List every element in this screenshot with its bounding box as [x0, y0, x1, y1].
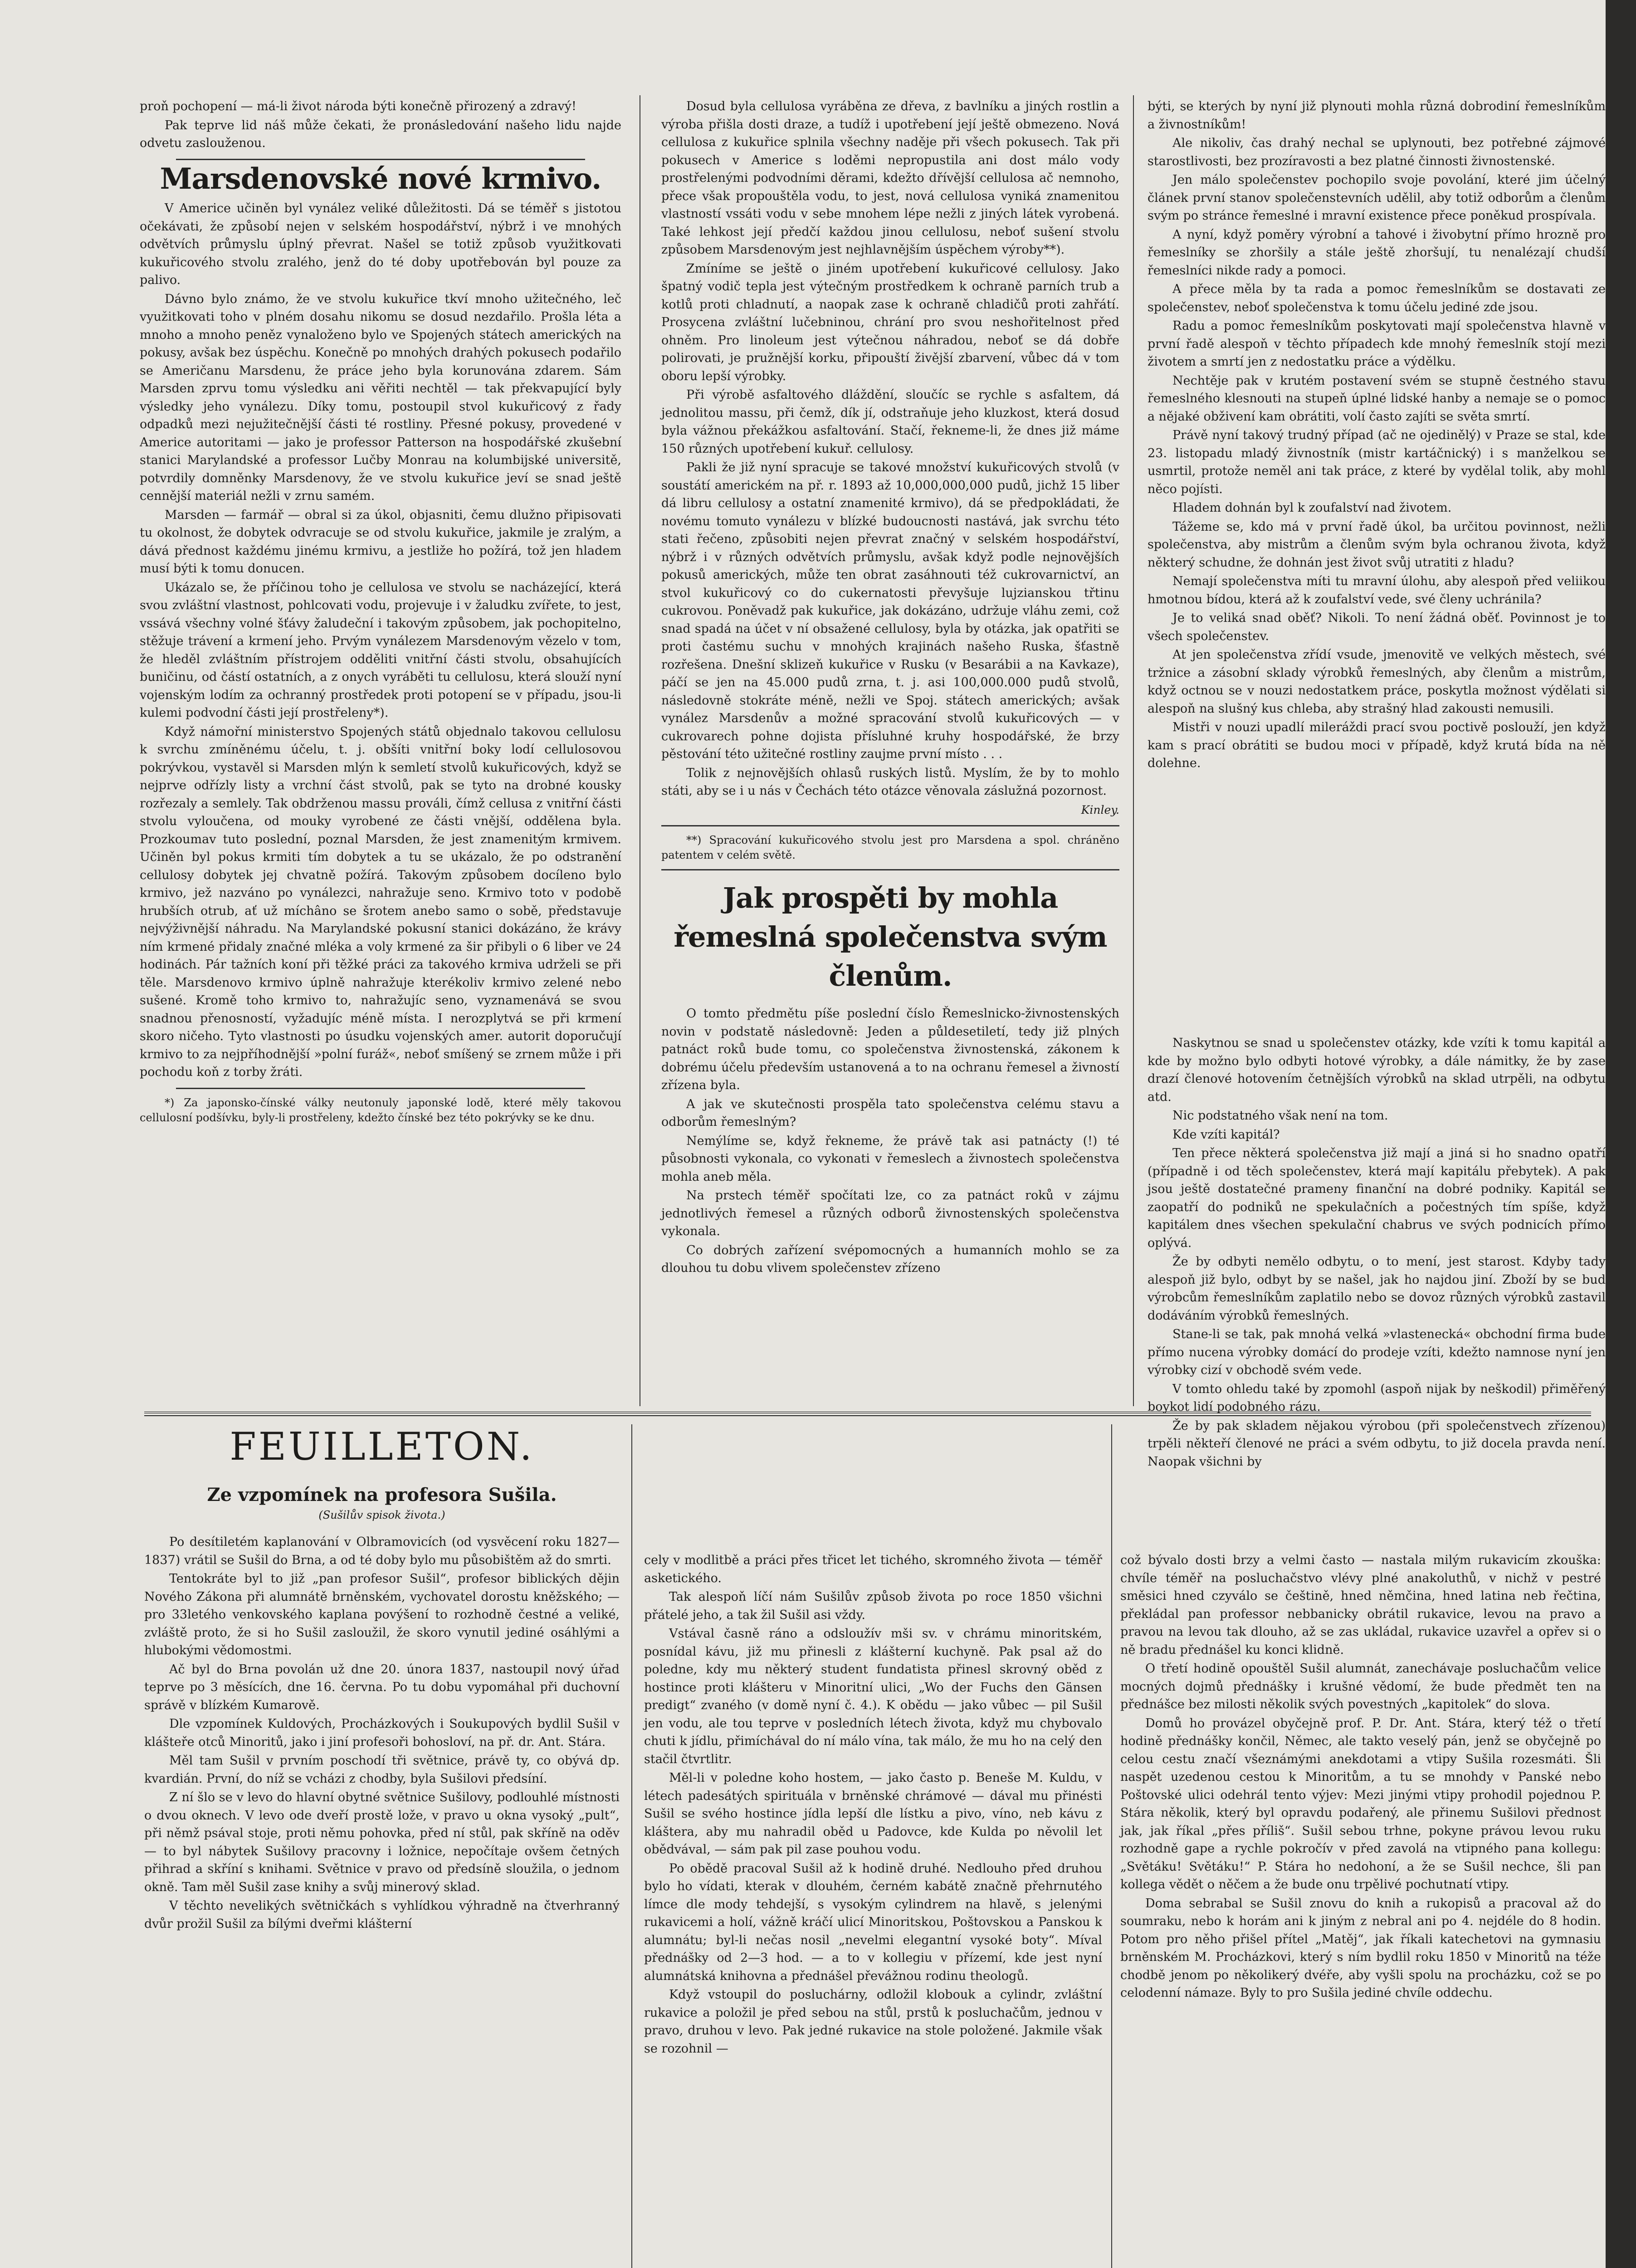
divider [176, 1088, 585, 1089]
feuilleton-column-1 [144, 1533, 620, 2268]
column-2 [661, 98, 1119, 1275]
paragraph: Když námořní ministerstvo Spojených států objednalo takovou cellulosu k svrchu zmíněnému účelu, t. j. obšíti vnitřní boky lodí cellulosovou pokrývkou, vystavěl si Marsden mlýn k semletí stvolů kukuřicových, když se nejprve odřízly listy a vrchní část stvolů, pak se tyto na drobné kousky rozřezaly a semlely. Tak obdrženou massu prováli, čímž cellusa z vnitřní části stvolu vyloučena, od mouky vyrobené ze části vnější, oddělena byla. Prozkoumav tuto poslední, poznal Marsden, že jest znamenitým krmivem. Učiněn byl pokus krmiti tím dobytek a tu se ukázalo, že po odstranění cellulosy dobytek jej chvatně požírá. Takovým způsobem docíleno bylo krmivo, jež nazváno po vynálezci, nahražuje seno. Krmivo toto v podobě hrubších otrub, ať už míchâno se šrotem anebo samo o sobě, představuje nejvýživnější náhradu. Na Marylandské pokusní stanici dokázáno, že krávy ním krmené přidaly značné mléka a voly krmené za šir přibyli o 6 liber ve 24 hodinách. Pár tažních koní při těžké práci za takového krmiva udrželi se při těle. Marsdenovo krmivo úplně nahražuje kterékoliv krmivo zelené nebo sušené. Kromě toho krmivo to, nahražujíc seno, vyznamenává se svou snadnou přenosností, vyžadujíc méně místa. I nerozplytvá se při krmení skoro ničeho. Tyto vlastnosti po úsudku vojenských amer. autorit doporučují krmivo to za nejpříhodnější »polní furáž«, neboť smíšený se zrnem může i při pochodu koň z torby žráti. [140, 724, 621, 1079]
paragraph: Po desítiletém kaplanování v Olbramovicích (od vysvěcení roku 1827—1837) vrátil se Sušil do Brna, a od té doby bylo mu působištěm až do smrti. [144, 1535, 620, 1567]
paragraph: Stane-li se tak, pak mnohá velká »vlastenecká« obchodní firma bude přímo nucena výrobky domácí do prodeje vzíti, kdežto namnose nyní jen výrobky cizí v obchodě svém vede. [1148, 1327, 1606, 1377]
paragraph: Tentokráte byl to již „pan profesor Sušil“, profesor biblických dějin Nového Zákona při alumnátě brněnském, vychovatel dorostu kněžského; — pro 33letého venkovského kaplana povýšení to rozhodně čestné a veliké, zvláště proto, že si ho Sušil zasloužil, že skoro vynutil jediné osáhlými a hlubokými vědomostmi. [144, 1572, 620, 1657]
paragraph: což bývalo dosti brzy a velmi často — nastala milým rukavicím zkouška: chvíle téměř na posluchačstvo vlévy plné anakoluthů, v nichž v pestré směsici hned czyválo se češtině, hned němčina, hned latina neb řečtina, překládal pan professor nebbanicky obrátil rukavice, levou na pravo a pravou na levou tak dlouho, až se zas ukládal, rukavice uzavřel a opřev si o ně bradu přednášel ku konci klidně. [1120, 1553, 1601, 1657]
paragraph: Doma sebrabal se Sušil znovu do knih a rukopisů a pracoval až do soumraku, nebo k horám ani k jiným z nebral ani po 4. nejdéle do 8 hodin. Potom pro něho přišel přítel „Matěj“, jak říkali katechetovi na gymnasiu brněnském M. Procházkovi, který s ním bydlil roku 1850 v Minoritů na téže chodbě jenom po několikerý dvéře, aby vyšli spolu na procházku, což se po celodenní námaze. Byly to pro Sušila jediné chvíle oddechu. [1120, 1896, 1601, 2000]
column-3 [1148, 98, 1606, 814]
paragraph: cely v modlitbě a práci přes třicet let tichého, skromného života — téměř asketického. [644, 1553, 1102, 1585]
paragraph: Vstával časně ráno a odsloužív mši sv. v chrámu minoritském, posnídal kávu, již mu přinesli z klášterní kuchyně. Pak psal až do poledne, kdy mu některý student fundatista přinesl skrovný oběd z hostince proti klášteru v Minoritní ulici, „Wo der Fuchs den Gänsen predigt“ zvaného (v domě nyní č. 4.). K obědu — jako vůbec — pil Sušil jen vodu, ale tou teprve v posledních létech života, když mu chybovalo chuti k jídlu, přimíchával do ní málo vína, tak málo, že mu ho na celý den stačil čtvrtlitr. [644, 1627, 1102, 1766]
paragraph: Co dobrých zařízení svépomocných a humanních mohlo se za dlouhou tu dobu vlivem společenstev zřízeno [661, 1243, 1119, 1275]
lead-text: proň pochopení — má-li život národa býti konečně přirozený a zdravý! [140, 99, 576, 113]
paragraph: V těchto nevelikých světničkách s vyhlídkou výhradně na čtverhranný dvůr prožil Sušil za bílými dveřmi klášterní [144, 1899, 620, 1931]
paragraph: Kde vzíti kapitál? [1172, 1127, 1280, 1142]
paragraph: Zmíníme se ještě o jiném upotřebení kukuřicové cellulosy. Jako špatný vodič tepla jest výtečným prostředkem k ochraně parních trub a kotlů proti chladnutí, a naopak zase k ochraně chladičů proti zahřátí. Prosycena zvláštní lučebninou, chrání pro svou neshořitelnost před ohněm. Pro linoleum jest výtečnou náhradou, neboť se dá dobře polirovati, je pružnější korku, připouští živější zbarvení, vůbec dá v tom oboru lepší výrobky. [661, 261, 1119, 383]
signature: Kinley. [1081, 803, 1119, 816]
paragraph: Je to veliká snad oběť? Nikoli. To není žádná oběť. Povinnost je to všech společenstev. [1148, 611, 1606, 643]
article-heading-marsden: Marsdenovské nové krmivo. [160, 161, 601, 196]
feuilleton-subtitle: Ze vzpomínek na profesora Sušila. [207, 1484, 557, 1505]
column-divider [1111, 1424, 1112, 2268]
paragraph: Tolik z nejnovějších ohlasů ruských listů. Myslím, že by to mohlo státi, aby se i u nás v Čechách této otázce věnovala záslužná pozornost. [661, 766, 1119, 798]
paragraph: Nemýlíme se, když řekneme, že právě tak asi patnácty (!) té působnosti vykonala, co vykonati v řemeslech a živnostech společenstva mohla aneb měla. [661, 1134, 1119, 1184]
paragraph: Tážeme se, kdo má v první řadě úkol, ba určitou povinnost, nežli společenstva, aby mistrům a členům svým byla ochranou života, když některý schudne, že dohnán jest život svůj utratiti z hladu? [1148, 519, 1606, 570]
paragraph: Z ní šlo se v levo do hlavní obytné světnice Sušilovy, podlouhlé místnosti o dvou oknech. V levo ode dveří prostě lože, v pravo u okna vysoký „pult“, při němž psával stoje, proti němu pohovka, před ní stůl, pak skříně na oděv — to byl nábytek Sušilovy pracovny i ložnice, nepočítaje ovšem četných přihrad a skříní s knihami. Světnice v pravo od předsíně sloužila, o jednom okně. Tam měl Sušil zase knihy a svůj minerový sklad. [144, 1790, 620, 1894]
paragraph: A přece měla by ta rada a pomoc řemeslníkům se dostavati ze společenstev, neboť společenstva k tomu účelu jediné zde jsou. [1148, 282, 1606, 314]
divider [661, 825, 1119, 826]
paragraph: Při výrobě asfaltového dláždění, sloučíc se rychle s asfaltem, dá jednolitou massu, při čemž, dík jí, odstraňuje jeho kluzkost, která dosud byla vážnou překážkou asfaltování. Stačí, řekneme-li, že dnes již máme 150 různých upotřebení kukuř. cellulosy. [661, 388, 1119, 456]
feuilleton-title: FEUILLETON. [230, 1424, 534, 1469]
paragraph: Po obědě pracoval Sušil až k hodině druhé. Nedlouho před druhou bylo ho vídati, kterak v dlouhém, černém kabátě značně přehrnutého límce dle mody tehdejší, s vysokým cylindrem na hlavě, s jelenými rukavicemi a holí, vážně kráčí ulicí Minoritskou, Poštovskou a Panskou k alumnátu; byl-li nečas nosil „nevelmi elegantní vysoké boty“. Míval přednášky od 2—3 hod. — a to v kollegiu v přízemí, kde jest nyní alumnátská knihovna a přednášel převážnou rodinu theologů. [644, 1861, 1102, 1983]
paragraph: Naskytnou se snad u společenstev otázky, kde vzíti k tomu kapitál a kde by možno bylo odbyti hotové výrobky, a dále námitky, že by zase drazí členové hotovením četnějších výrobků na sklad utrpěli, na odbytu atd. [1148, 1036, 1606, 1104]
paragraph: Tak alespoň líčí nám Sušilův způsob života po roce 1850 všichni přátelé jeho, a tak žil Sušil asi vždy. [644, 1590, 1102, 1622]
column-divider [1133, 95, 1134, 1406]
column-divider [631, 1424, 632, 2268]
divider [661, 869, 1119, 870]
feuilleton-column-3 [1120, 1551, 1601, 2268]
paragraph: Pakli že již nyní spracuje se takové množství kukuřicových stvolů (v soustátí americkém na př. r. 1893 až 10,000,000,000 pudů, jichž 15 liber dá libru cellulosy a ostatní znamenité krmivo), dá se předpokládati, že novému tomuto vynálezu v blízké budoucnosti nastává, jak svrchu této stati řečeno, způsobiti nejen převrat značný v selském hospodářství, nýbrž i v různých odvětvích průmyslu, avšak když podle nejnovějších pokusů amerických, může ten obrat zasáhnouti též cukrovarnictví, an stvol kukuřicový co do cukernatosti převyšuje lujzianskou třtinu cukrovou. Poněvadž pak kukuřice, jak dokázáno, udržuje vláhu zemi, což snad spadá na účet v ní obsažené cellulosy, byla by otázka, jak opatřiti se proti častému suchu v mnohých krajinách našeho Ruska, šťastně rozřešena. Dnešní sklizeň kukuřice v Rusku (v Besarábii a na Kavkaze), páčí se jen na 45.000 pudů zrna, t. j. asi 100,000.000 pudů stvolů, následovně stokráte méně, nežli ve Spoj. státech amerických; avšak vynález Marsdenův a možné spracování stvolů kukuřicových — v cukrovarech pohne dojista přísluhné kruhy hospodářské, že brzy pěstování této užitečné rostliny zaujme první místo . . . [661, 460, 1119, 761]
paragraph: Ten přece některá společenstva již mají a jiná si ho snadno opatří (případně i od těch společenstev, která mají kapitálu přebytek). A pak jsou ještě dostatečné prameny finanční na dobré podniky. Kapitál se zaopatří do podniků ne spekulačních a počestných tím spíše, když kapitálem dnes všechen spekulační chabrus ve svých podnicích přímo oplývá. [1148, 1146, 1606, 1250]
paragraph: Nechtěje pak v krutém postavení svém se stupně čestného stavu řemeslného klesnouti na stupeň úplné lidské hanby a nemaje se o pomoc a nějaké obživení kam obrátiti, volí často zajíti se světa smrtí. [1148, 373, 1606, 424]
paragraph: O tomto předmětu píše poslední číslo Řemeslnicko-živnostenských novin v podstatě následovně: Jeden a půldesetiletí, tedy již plných patnáct roků bude tomu, co společenstva živnostenská, zákonem k dobrému účelu především ustanovená a to na ochranu řemesel a živností zřízena byla. [661, 1007, 1119, 1092]
feuilleton-separator [144, 1412, 1591, 1413]
paragraph: Mistři v nouzi upadlí mileráždi prací svou poctivě poslouží, jen když kam s prací obrátiti se budou moci v případě, když krutá bída na ně dolehne. [1148, 720, 1606, 770]
paragraph: Dle vzpomínek Kuldových, Procházkových i Soukupových bydlil Sušil v klášteře otců Minoritů, jako i jiní profesoři bohosloví, na př. dr. Ant. Stára. [144, 1717, 620, 1749]
paragraph: Domů ho provázel obyčejně prof. P. Dr. Ant. Stára, který též o třetí hodině přednášky končil, Němec, ale takto veselý pán, jenž se obyčejně po celou cestu značí všeznámými anekdotami a vtipy Sušila rozesmáti. Šli naspět uzedenou cestou k Minoritům, a tu se mnohdy v Panské nebo Poštovské ulici odehrál tento výjev: Mezi jinými vtipy prohodil pojednou P. Stára několik, který byl opravdu podařený, ale přinemu Sušilovi přednost jak, jak říkal „přes příliš“. Sušil sebou trhne, pokyne právou levou ruku rozhodně gape a rychle pokročív v před zavolá na vtipného pana kollegu: „Světáku! Světáku!“ P. Stára ho nedohoní, a že se Sušil nechce, šli pan kollega vědět o něčem a že bude onu trpělivé pochutnatí vtipy. [1120, 1716, 1601, 1892]
paragraph: Že by odbyti nemělo odbytu, o to mení, jest starost. Kdyby tady alespoň již bylo, odbyt by se našel, jak ho najdou jiní. Zboží by se bud výrobcům řemeslníkům zaplatilo nebo se dovoz různých výrobků zastavil dodáváním výrobků řemeslných. [1148, 1255, 1606, 1323]
paragraph: býti, se kterých by nyní již plynouti mohla různá dobrodiní řemeslníkům a živnostníkům! [1148, 99, 1606, 132]
paragraph: Radu a pomoc řemeslníkům poskytovati mají společenstva hlavně v první řadě alespoň v těchto případech kde mnohý řemeslník stojí mezi životem a smrtí jen z nedostatku práce a výdělku. [1148, 319, 1606, 369]
paragraph: Marsden — farmář — obral si za úkol, objasniti, čemu dlužno připisovati tu okolnost, že dobytek odvracuje se od stvolu kukuřice, jakmile je zralým, a dává přednost každému jinému krmivu, a jestliže ho požírá, tož jen hladem musí býti k tomu donucen. [140, 508, 621, 576]
paragraph: V Americe učiněn byl vynález veliké důležitosti. Dá se téměř s jistotou očekávati, že způsobí nejen v selském hospodářství, nýbrž i ve mnohých odvětvích průmyslu úplný převrat. Našel se totiž způsob využitkovati kukuřicového stvolu zralého, jenž do té doby upotřebován byl pouze za palivo. [140, 201, 621, 287]
paragraph: O třetí hodině opouštěl Sušil alumnát, zanechávaje posluchačům velice mocných dojmů přednášky i krušné vědomí, že bude předmět ten na přednášce bez milosti několik svých povestných „kapitolek“ do slova. [1120, 1662, 1601, 1711]
paragraph: Dávno bylo známo, že ve stvolu kukuřice tkví mnoho užitečného, leč využitkovati toho v plném dosahu nikomu se dosud nezdařilo. Prošla léta a mnoho a mnoho peněz vynaloženo bylo ve Spojených státech amerických na pokusy, avšak bez úspěchu. Konečně po mnohých drahých pokusech podařilo se Američanu Marsdenu, že práce jeho byla korunována zdarem. Sám Marsden zprvu tomu výsledku ani věřiti nechtěl — tak překvapující byly výsledky jeho vynálezu. Díky tomu, postoupil stvol kukuřicový z řady odpadků mezi nejužitečnější části té rostliny. Přesné pokusy, provedené v Americe autoritami — jako je professor Patterson na hospodářské zkušební stanici Marylandské a professor Lučby Monrau na kolumbijské universitě, potvrdily domněnky Marsdenovy, že ve stvolu kukuřice jeví se snad ještě cennější materiál nežli v zrnu samém. [140, 292, 621, 503]
paragraph: Na prstech téměř spočítati lze, co za patnáct roků v zájmu jednotlivých řemesel a různých odborů živnostenských společenstva vykonala. [661, 1188, 1119, 1238]
feuilleton-separator-thin [144, 1415, 1591, 1416]
paragraph: Když vstoupil do posluchárny, odložil klobouk a cylindr, zvláštní rukavice a položil je před sebou na stůl, prstů k posluchačům, jednou v pravo, druhou v levo. Pak jedné rukavice na stole položené. Jakmile však se rozohnil — [644, 1988, 1102, 2056]
paragraph: A jak ve skutečnosti prospěla tato společenstva celému stavu a odborům řemeslným? [661, 1097, 1119, 1129]
footnote: *) Za japonsko-čínské války neutonuly japonské lodě, které měly takovou cellulosní podšívku, byly-li prostřeleny, kdežto čínské bez této pokrývky se ke dnu. [140, 1096, 621, 1124]
feuilleton-subsubtitle: (Sušilův spisok života.) [318, 1509, 445, 1521]
column-3-continued [1148, 1034, 1606, 1469]
divider [176, 159, 585, 160]
column-1 [140, 98, 621, 1250]
page-edge [1606, 0, 1636, 2268]
footnote: **) Spracování kukuřicového stvolu jest pro Marsdena a spol. chráněno patentem v celém světě. [661, 834, 1119, 861]
paragraph: At jen společenstva zřídí vsude, jmenovitě ve velkých městech, své tržnice a zásobní sklady výrobků řemeslných, aby členům a mistrům, když octnou se v nouzi nedostatkem práce, poskytla možnost výdělati si alespoň na slušný kus chleba, aby strašný hlad zakousti nemusili. [1148, 648, 1606, 716]
paragraph: Nemají společenstva míti tu mravní úlohu, aby alespoň před veliikou hmotnou bídou, která až k zoufalství vede, své členy uchránila? [1148, 574, 1606, 606]
paragraph: Že by pak skladem nějakou výrobou (při společenstvech zřízenou) trpěli někteří členové ne práci a svém odbytu, to již docela pravda není. Naopak všichni by [1148, 1418, 1606, 1469]
paragraph: Hladem dohnán byl k zoufalství nad životem. [1172, 501, 1452, 515]
article-heading-remeslna: Jak prospěti by mohla řemeslná společenstva svým členům. [674, 881, 1107, 992]
paragraph: Ale nikoliv, čas drahý nechal se uplynouti, bez potřebné zájmové starostlivosti, bez prozíravosti a bez platné činnosti živnostenské. [1148, 136, 1606, 168]
paragraph: Dosud byla cellulosa vyráběna ze dřeva, z bavlníku a jiných rostlin a výroba přišla dosti draze, a tudíž i upotřebení její ještě obmezeno. Nová cellulosa z kukuřice splnila všechny naděje při všech pokusech. Tak při pokusech v Americe s loděmi nepropustila ani dost málo vody prostřelenými podvodními děrami, kdežto dřívější cellulosa ač nemnoho, přece však propouštěla vodu, to jest, nová cellulosa vyniká znamenitou vlastností vssáti vodu v sebe mnohem lépe nežli z jiných látek vyrobená. Také lehkost její předčí každou jinou cellulosu, neboť sušení stvolu způsobem Marsdenovým jest nejhlavnějším úspěchem výroby**). [661, 99, 1119, 257]
paragraph: Jen málo společenstev pochopilo svoje povolání, které jim účelný článek první stanov společenstevních udělil, aby totiž odborům a členům svým po stránce řemeslné i mravní existence přece poněkud prospívala. [1148, 173, 1606, 223]
paragraph: Měl-li v poledne koho hostem, — jako často p. Beneše M. Kuldu, v létech padesátých spirituála v brněnské chrámové — dával mu přinésti Sušil se svého hostince jídla lepší dle lístku a pivo, víno, neb kávu z kláštera, aby mu nahradil oběd u Padovce, kde Kulda po něvolil let obědvával, — sám pak pil zase pouhou vodu. [644, 1771, 1102, 1857]
feuilleton-column-2 [644, 1551, 1102, 2268]
paragraph: Měl tam Sušil v prvním poschodí tři světnice, právě ty, co obývá dp. kvardián. První, do níž se vcházi z chodby, byla Sušilovi předsíní. [144, 1754, 620, 1786]
paragraph: Ač byl do Brna povolán už dne 20. února 1837, nastoupil nový úřad teprve po 3 měsících, dne 16. června. Po tu dobu vypomáhal při duchovní správě v blízkém Kumarově. [144, 1662, 620, 1712]
paragraph: Nic podstatného však není na tom. [1172, 1109, 1388, 1123]
lead-text-2: Pak teprve lid náš může čekati, že pronásledování našeho lidu najde odvetu zaslouženou. [140, 118, 621, 150]
paragraph: V tomto ohledu také by zpomohl (aspoň nijak by neškodil) přiměřený boykot lidí podobného rázu. [1148, 1382, 1606, 1414]
paragraph: Ukázalo se, že příčinou toho je cellulosa ve stvolu se nacházející, která svou zvláštní vlastnost, pohlcovati vodu, projevuje i v žaludku zvířete, to jest, vssává všechny volné šťávy žaludeční i takovým způsobem, jak pochopitelno, stěžuje trávení a krmení jeho. Prvým vynálezem Marsdenovým vězelo v tom, že hleděl zvláštním přístrojem odděliti vnitřní části stvolu, obsahujících buničinu, od částí ostatních, a z onych vyráběti tu cellulosu, která slouží nyní vojenským lodím za ochranný prostředek proti potopení se v případu, jsou-li kulemi podvodní části její prostřeleny*). [140, 580, 621, 720]
paragraph: Právě nyní takový trudný případ (ač ne ojedinělý) v Praze se stal, kde 23. listopadu mladý živnostník (mistr kartáčnický) i s manželkou se usmrtil, protože neměl ani tak práce, z které by vydělal tolik, aby mohl něco pojísti. [1148, 428, 1606, 496]
paragraph: A nyní, když poměry výrobní a tahové i živobytní přímo hrozně pro řemeslníky se zhoršily a stále ještě zhoršují, tu nenalézají chudší řemeslníci nikde rady a pomoci. [1148, 227, 1606, 278]
